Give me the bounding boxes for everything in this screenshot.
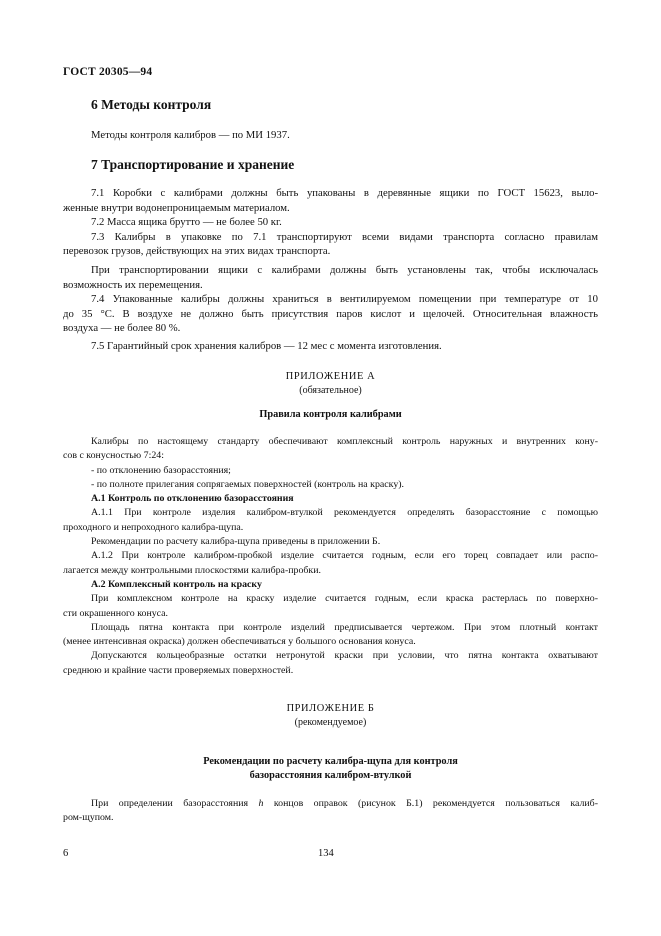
paragraph-7-4-line2: до 35 °С. В воздухе не должно быть присутствия паров кислот и щелочей. Относительная влажность (63, 307, 598, 320)
clause-a2-p3-line2: среднюю и крайние части проверяемых поверхностей. (63, 664, 294, 676)
clause-a2-p1-line2: сти окрашенного конуса. (63, 607, 169, 619)
page-number-center: 134 (318, 848, 334, 859)
paragraph-7-4-line3: воздуха — не более 80 %. (63, 322, 181, 335)
section-7-title: 7 Транспортирование и хранение (91, 157, 295, 172)
appendix-a-list-item: - по полноте прилегания сопрягаемых поверхностей (контроль на краску). (91, 478, 405, 490)
paragraph-7-3-line2: перевозок грузов, действующих на этих видах транспорта. (63, 245, 331, 258)
appendix-b-title-line1: Рекомендации по расчету калибра-щупа для контроля (203, 756, 458, 767)
clause-a1-2-line1: А.1.2 При контроле калибром-пробкой изделие считается годным, если его торец совпадает или распо- (91, 550, 598, 562)
appendix-a-list-item: - по отклонению базорасстояния; (91, 464, 231, 476)
appendix-a-intro-line2: сов с конусностью 7:24: (63, 450, 164, 462)
clause-a1-1-line2: проходного и непроходного калибра-щупа. (63, 521, 244, 533)
appendix-b-heading: ПРИЛОЖЕНИЕ Б (286, 703, 375, 714)
paragraph-7-1-line1: 7.1 Коробки с калибрами должны быть упакованы в деревянные ящики по ГОСТ 15623, выло- (91, 187, 598, 199)
section-6-title: 6 Методы контроля (91, 97, 212, 112)
appendix-a-title: Правила контроля калибрами (259, 409, 402, 420)
appendix-b-body (63, 797, 598, 826)
appendix-b-paragraph-line2: ром-щупом. (63, 812, 114, 824)
clause-a2-p1-line1: При комплексном контроле на краску изделие считается годным, если краска растерлась по поверхно- (91, 593, 598, 605)
paragraph-7-3-line1: 7.3 Калибры в упаковке по 7.1 транспортируют всеми видами транспорта согласно правилам (91, 230, 598, 243)
paragraph-7-3b-line1: При транспортировании ящики с калибрами должны быть установлены так, чтобы исключалась (91, 263, 598, 276)
appendix-a-heading: ПРИЛОЖЕНИЕ А (285, 371, 376, 382)
appendix-b-text-post: концов оправок (рисунок Б.1) рекомендуется пользоваться калиб- (263, 798, 598, 809)
clause-a1-recommendation: Рекомендации по расчету калибра-щупа приведены в приложении Б. (91, 536, 381, 548)
section-7-body (63, 186, 598, 354)
paragraph-7-1-line2: женные внутри водонепроницаемым материалом. (63, 201, 290, 214)
clause-a2-p3-line1: Допускаются кольцеобразные остатки нетронутой краски при условии, что пятна контакта охватывают (91, 650, 598, 662)
appendix-b-paragraph-line1 (63, 797, 598, 811)
appendix-b-text-pre: При определении базорасстояния (91, 798, 259, 809)
section-6-text: Методы контроля калибров — по МИ 1937. (91, 129, 290, 141)
appendix-b-status: (рекомендуемое) (294, 717, 367, 728)
paragraph-7-3b-line2: возможность их перемещения. (63, 278, 203, 291)
appendix-a-body (63, 435, 598, 678)
appendix-a-intro-line1: Калибры по настоящему стандарту обеспечивают комплексный контроль наружных и внутренних кону- (91, 436, 598, 447)
clause-a1-title: А.1 Контроль по отклонению базорасстояния (91, 493, 294, 505)
document-header: ГОСТ 20305—94 (63, 66, 153, 78)
appendix-a-status: (обязательное) (299, 385, 362, 396)
section-6-body (63, 128, 598, 143)
page-number-left: 6 (63, 848, 69, 859)
clause-a2-p2-line1: Площадь пятна контакта при контроле изделий предписывается чертежом. При этом плотный контакт (91, 621, 598, 633)
clause-a2-title: А.2 Комплексный контроль на краску (91, 578, 262, 590)
paragraph-7-4-line1: 7.4 Упакованные калибры должны храниться в вентилируемом помещении при температуре от 10 (91, 293, 598, 306)
clause-a1-1-line1: А.1.1 При контроле изделия калибром-втулкой рекомендуется определять базорасстояние с помощью (91, 507, 598, 519)
variable-h: h (258, 798, 264, 809)
clause-a2-p2-line2: (менее интенсивная окраска) должен обеспечиваться у большого основания конуса. (63, 636, 416, 648)
appendix-b-title-line2: базорасстояния калибром-втулкой (249, 770, 412, 781)
paragraph-7-5: 7.5 Гарантийный срок хранения калибров — 12 мес с момента изготовления. (91, 339, 442, 352)
clause-a1-2-line2: лагается между контрольными плоскостями калибра-пробки. (63, 564, 321, 576)
paragraph-7-2: 7.2 Масса ящика брутто — не более 50 кг. (91, 216, 282, 229)
